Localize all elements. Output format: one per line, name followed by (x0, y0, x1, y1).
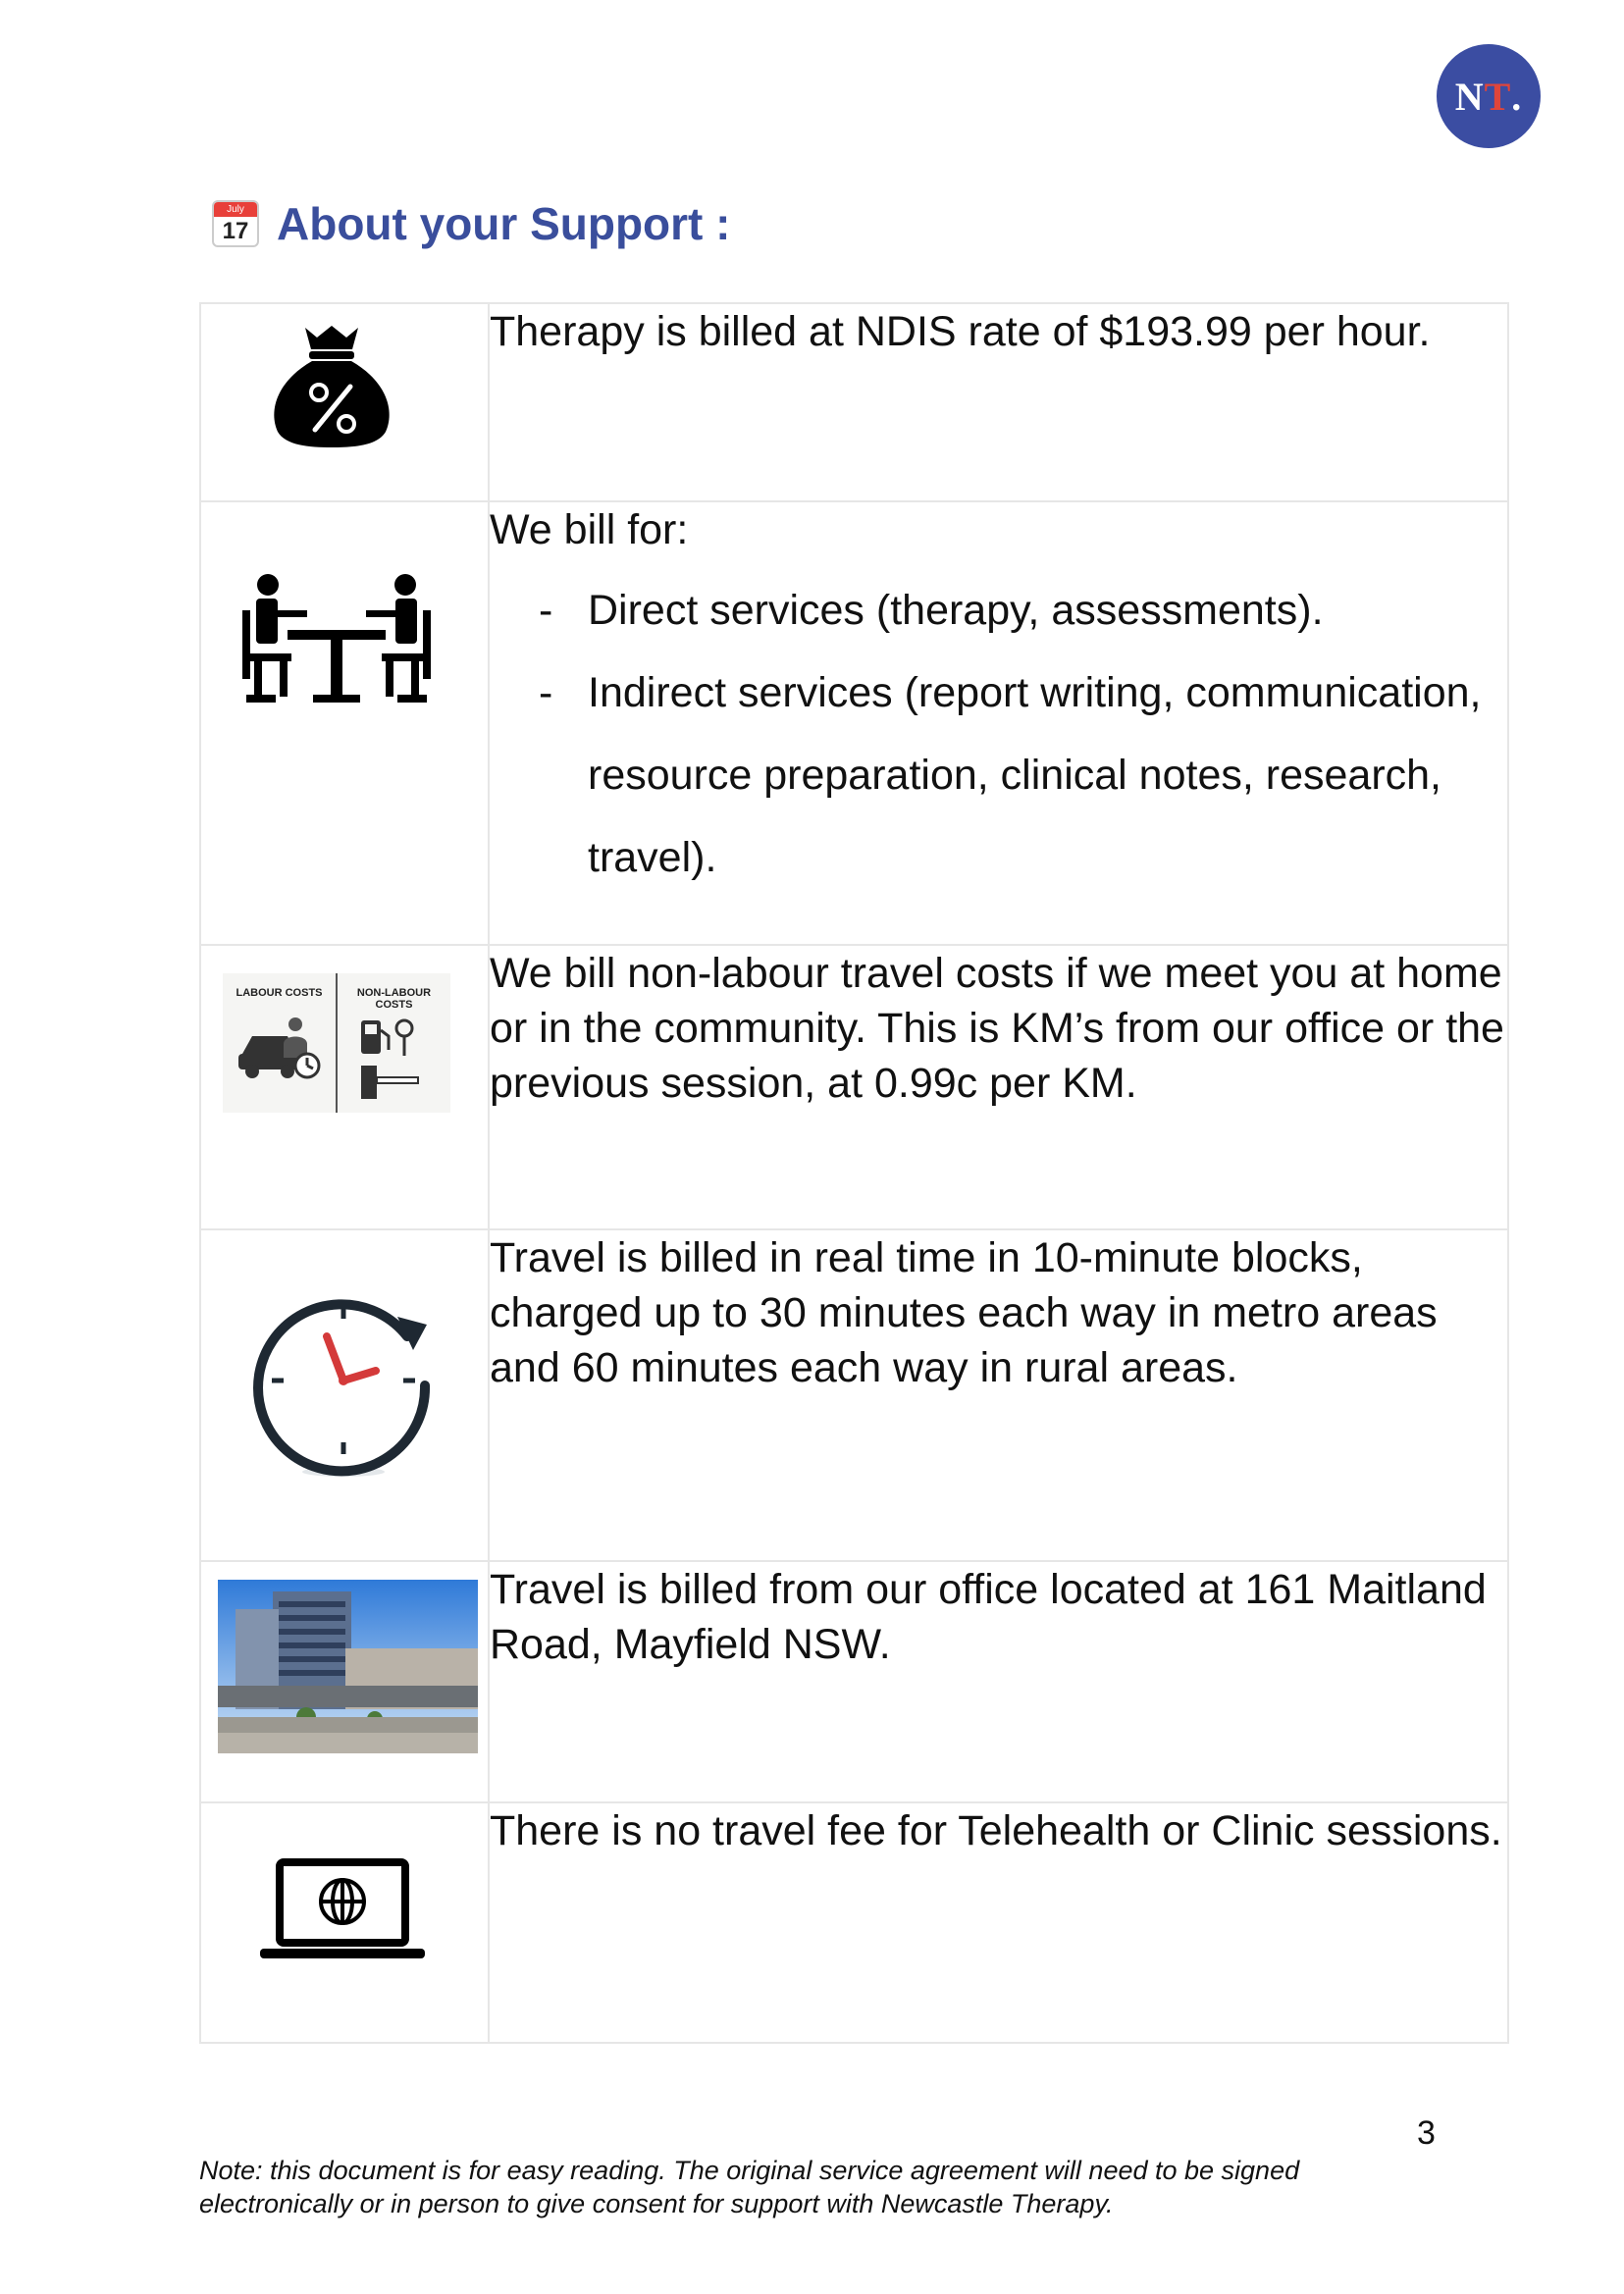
row-text-cell (489, 501, 1508, 945)
row-text: We bill non-labour travel costs if we meet you at home or in the community. This is KM’s from our office or the previous session, at 0.99c per KM. (490, 950, 1504, 1107)
row-text: Travel is billed in real time in 10-minute blocks, charged up to 30 minutes each way in metro areas and 60 minutes each way in rural areas. (490, 1234, 1438, 1391)
laptop-globe-icon (258, 1858, 427, 1962)
money-bag-percent-icon (258, 322, 405, 451)
icon-cell (200, 501, 489, 945)
icon-cell (200, 1229, 489, 1561)
page-number: 3 (1417, 2114, 1436, 2152)
car-person-icon (236, 1015, 325, 1083)
row-text: Travel is billed from our office located at 161 Maitland Road, Mayfield NSW. (490, 1566, 1487, 1668)
company-logo (1437, 44, 1541, 148)
clock-refresh-icon (250, 1277, 446, 1484)
calendar-day: 17 (222, 218, 249, 244)
table-row (200, 1802, 1508, 2043)
section-heading (212, 194, 730, 253)
logo-letter-n: N (1454, 74, 1485, 119)
labour-costs-half (223, 973, 336, 1113)
table-row (200, 1229, 1508, 1561)
dash-bullet: - (539, 587, 553, 634)
non-labour-costs-half (336, 973, 450, 1113)
non-labour-costs-label: NON-LABOUR COSTS (356, 987, 432, 1011)
list-item-text: Direct services (therapy, assessments). (588, 587, 1324, 634)
logo-letter-t: T (1484, 74, 1512, 119)
list-item (490, 569, 1507, 652)
office-building-photo (218, 1580, 478, 1753)
section-title: About your Support : (277, 198, 731, 249)
building-image (218, 1580, 478, 1753)
footer-note: Note: this document is for easy reading. The original service agreement will need to be signed electronically or in person to give consent for support with Newcastle Therapy. (199, 2156, 1300, 2218)
labour-costs-label: LABOUR COSTS (236, 987, 323, 999)
icon-cell (200, 303, 489, 501)
support-table (199, 302, 1509, 2044)
meeting-table-icon (238, 571, 435, 706)
row-text-cell (489, 1561, 1508, 1802)
calendar-month: July (214, 202, 257, 217)
calendar-icon (212, 200, 259, 247)
list-item (490, 652, 1507, 899)
list-item-text: Indirect services (report writing, communication, resource preparation, clinical notes, research, travel). (588, 669, 1482, 881)
table-row (200, 1561, 1508, 1802)
row-text-cell (489, 945, 1508, 1229)
row-text-cell (489, 1229, 1508, 1561)
logo-dot: . (1511, 74, 1523, 119)
table-row (200, 303, 1508, 501)
icon-cell (200, 945, 489, 1229)
table-row (200, 945, 1508, 1229)
row-text-cell (489, 1802, 1508, 2043)
bill-intro: We bill for: (490, 506, 689, 553)
row-text: Therapy is billed at NDIS rate of $193.99 per hour. (490, 308, 1431, 355)
labour-costs-image (223, 973, 450, 1113)
dash-bullet: - (539, 669, 553, 716)
icon-cell (200, 1561, 489, 1802)
icon-cell (200, 1802, 489, 2043)
fuel-parking-icon (355, 1017, 434, 1105)
row-text-cell (489, 303, 1508, 501)
table-row (200, 501, 1508, 945)
bill-list (490, 569, 1507, 899)
row-text: There is no travel fee for Telehealth or Clinic sessions. (490, 1807, 1502, 1854)
